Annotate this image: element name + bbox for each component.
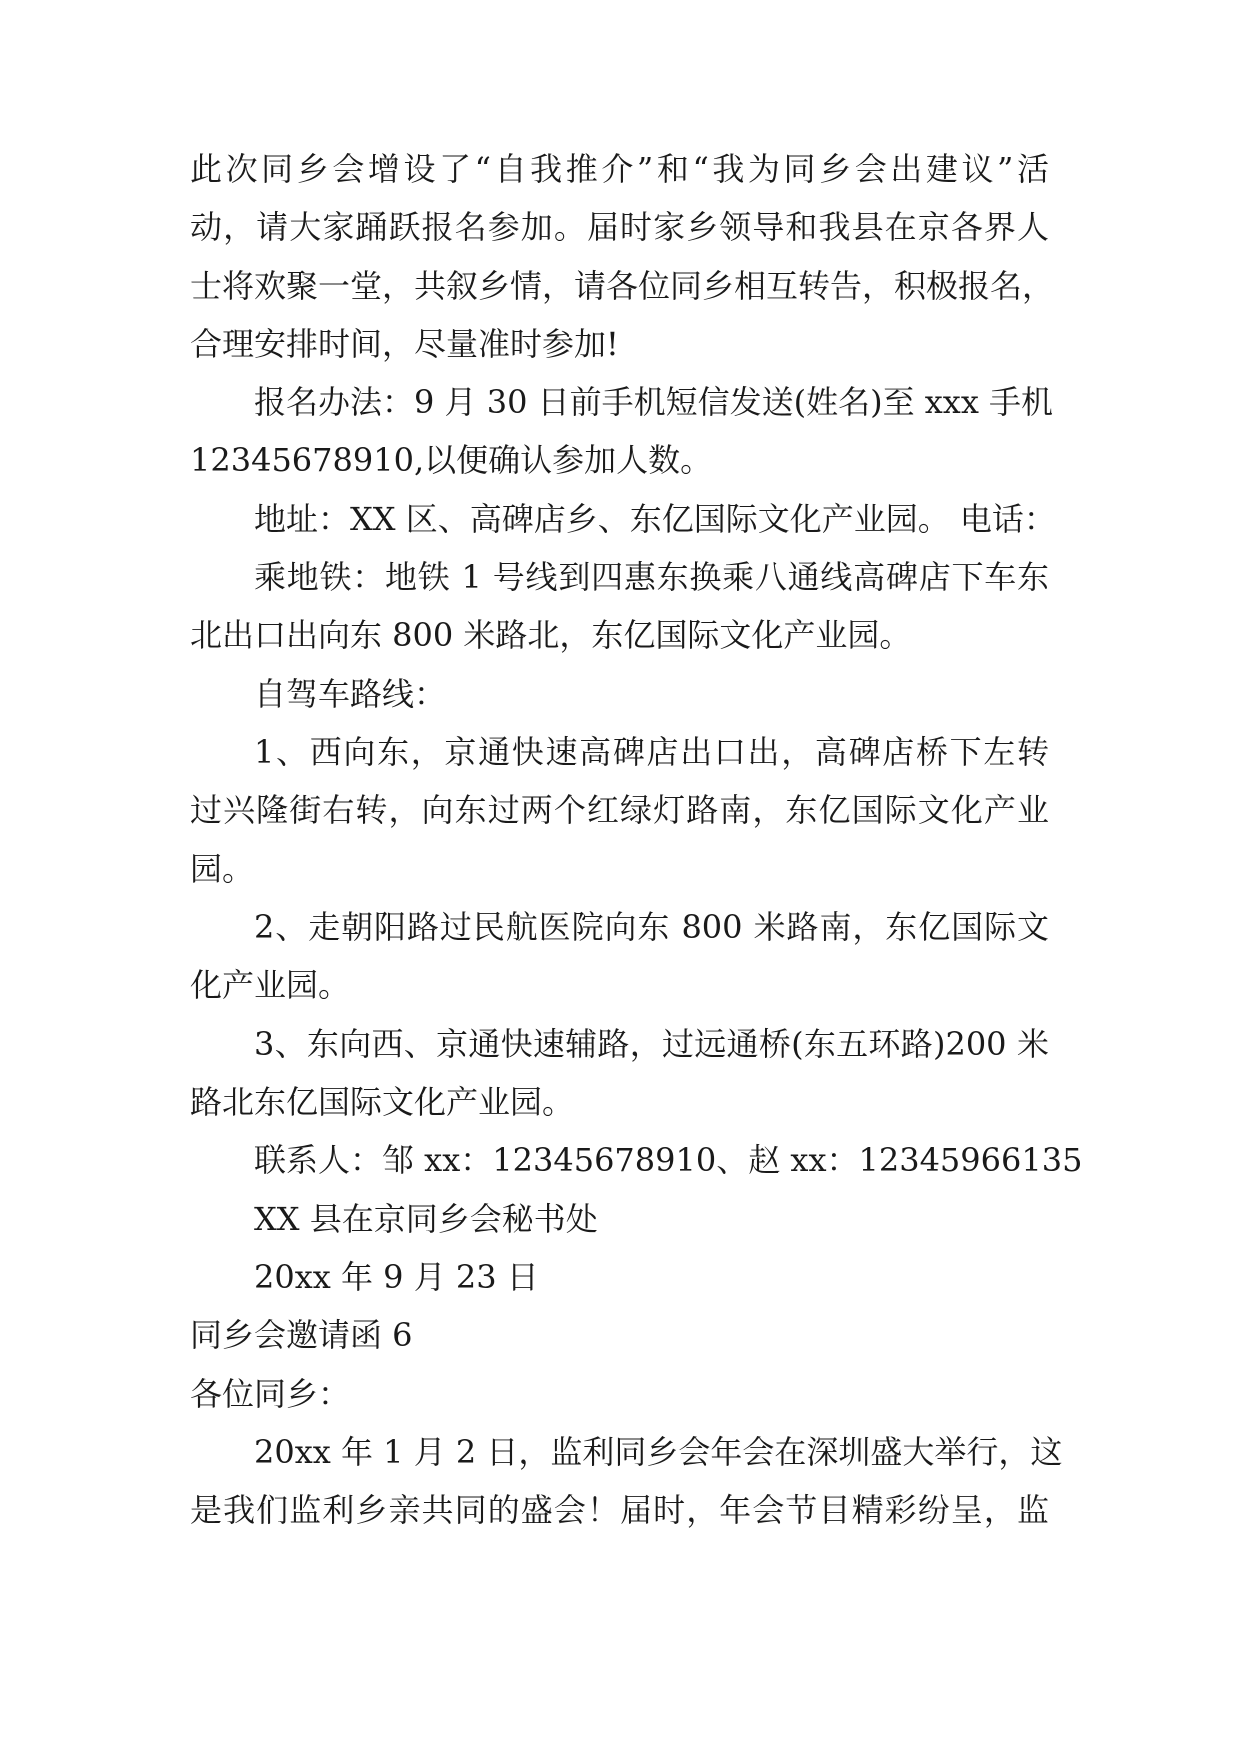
paragraph-line: 自驾车路线： [254,675,447,713]
paragraph-line: 动，请大家踊跃报名参加。届时家乡领导和我县在京各界人 [190,208,1049,246]
paragraph-line: 合理安排时间，尽量准时参加! [190,325,619,363]
section-title: 同乡会邀请函 6 [190,1316,413,1354]
salutation: 各位同乡： [190,1375,351,1413]
paragraph-line: 此次同乡会增设了“自我推介”和“我为同乡会出建议”活 [190,150,1049,188]
paragraph-line: 过兴隆街右转，向东过两个红绿灯路南，东亿国际文化产业 [190,791,1049,829]
paragraph-line: 2、走朝阳路过民航医院向东 800 米路南，东亿国际文 [254,908,1049,946]
signature-date: 20xx 年 9 月 23 日 [254,1258,539,1296]
paragraph-line: 20xx 年 1 月 2 日，监利同乡会年会在深圳盛大举行，这 [254,1433,1063,1471]
signature-org: XX 县在京同乡会秘书处 [254,1200,598,1238]
paragraph-line: 3、东向西、京通快速辅路，过远通桥(东五环路)200 米 [254,1025,1049,1063]
paragraph-line: 12345678910,以便确认参加人数。 [190,441,713,479]
paragraph-line: 报名办法：9 月 30 日前手机短信发送(姓名)至 xxx 手机 [254,383,1054,421]
paragraph-line: 路北东亿国际文化产业园。 [190,1083,575,1121]
paragraph-line: 化产业园。 [190,966,351,1004]
paragraph-line: 地址：XX 区、高碑店乡、东亿国际文化产业园。 电话： [254,500,1056,538]
contact-line: 联系人：邹 xx：12345678910、赵 xx：12345966135 [254,1141,1083,1179]
paragraph-line: 士将欢聚一堂，共叙乡情，请各位同乡相互转告，积极报名， [190,267,1055,305]
paragraph-line: 园。 [190,850,255,888]
paragraph-line: 1、西向东，京通快速高碑店出口出，高碑店桥下左转 [254,733,1049,771]
paragraph-line: 是我们监利乡亲共同的盛会！届时，年会节目精彩纷呈，监 [190,1491,1049,1529]
paragraph-line: 北出口出向东 800 米路北，东亿国际文化产业园。 [190,616,912,654]
paragraph-line: 乘地铁：地铁 1 号线到四惠东换乘八通线高碑店下车东 [254,558,1049,596]
